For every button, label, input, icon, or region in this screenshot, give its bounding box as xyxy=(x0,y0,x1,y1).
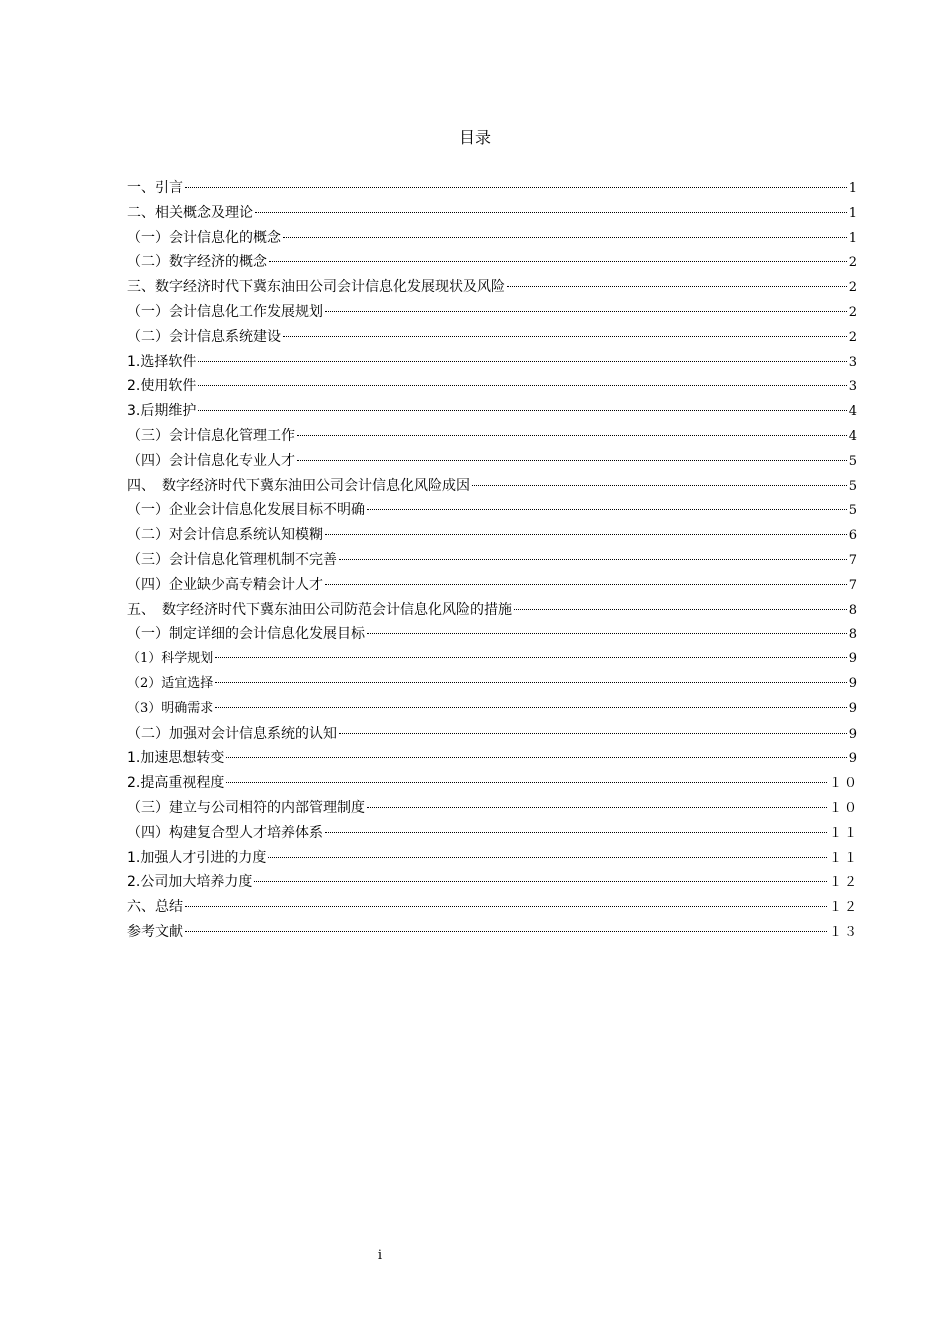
toc-entry-page: 3 xyxy=(848,354,859,370)
toc-entry[interactable] xyxy=(127,449,857,474)
toc-entry[interactable] xyxy=(127,548,857,573)
toc-entry-title: 2.提高重视程度 xyxy=(127,775,225,792)
toc-entry-page: 7 xyxy=(848,552,859,568)
toc-dot-leader xyxy=(215,682,846,683)
toc-entry-title: 3.后期维护 xyxy=(127,403,197,420)
toc-entry-title: （2）适宜选择 xyxy=(127,675,214,691)
toc-dot-leader xyxy=(254,881,827,882)
toc-entry-page: １１ xyxy=(828,850,859,866)
toc-dot-leader xyxy=(198,410,846,411)
toc-entry[interactable] xyxy=(127,672,857,697)
toc-entry-page: 8 xyxy=(848,602,859,618)
toc-entry-title: （1）科学规划 xyxy=(127,651,214,667)
toc-dot-leader xyxy=(226,757,846,758)
toc-entry-page: 5 xyxy=(848,478,859,494)
toc-entry[interactable] xyxy=(127,250,857,275)
toc-entry-title: 2.使用软件 xyxy=(127,378,197,395)
toc-dot-leader xyxy=(339,733,847,734)
toc-entry[interactable] xyxy=(127,523,857,548)
toc-entry-page: 5 xyxy=(848,453,859,469)
toc-entry-title: （一）会计信息化的概念 xyxy=(127,229,281,246)
toc-entry-page: 9 xyxy=(848,700,859,716)
toc-entry-page: 4 xyxy=(848,404,859,420)
toc-entry[interactable] xyxy=(127,920,857,945)
toc-dot-leader xyxy=(325,584,847,585)
toc-entry-title: （二）加强对会计信息系统的认知 xyxy=(127,725,337,742)
toc-entry-page: 2 xyxy=(848,329,859,345)
toc-entry-title: （二）数字经济的概念 xyxy=(127,254,267,271)
toc-entry-title: 三、数字经济时代下冀东油田公司会计信息化发展现状及风险 xyxy=(127,279,505,296)
toc-dot-leader xyxy=(367,509,847,510)
toc-entry[interactable] xyxy=(127,374,857,399)
table-of-contents xyxy=(127,176,857,945)
toc-entry-title: （三）建立与公司相符的内部管理制度 xyxy=(127,799,365,816)
toc-entry-title: 六、总结 xyxy=(127,899,183,916)
toc-dot-leader xyxy=(283,336,847,337)
toc-dot-leader xyxy=(507,286,847,287)
toc-entry[interactable] xyxy=(127,275,857,300)
toc-entry-page: 2 xyxy=(848,280,859,296)
toc-dot-leader xyxy=(325,832,827,833)
toc-dot-leader xyxy=(269,261,847,262)
toc-entry-title: （四）会计信息化专业人才 xyxy=(127,452,295,469)
toc-entry-title: （一）会计信息化工作发展规划 xyxy=(127,303,323,320)
toc-entry-title: 1.加强人才引进的力度 xyxy=(127,849,267,866)
toc-entry-page: 6 xyxy=(848,528,859,544)
toc-entry-page: 2 xyxy=(848,304,859,320)
toc-dot-leader xyxy=(198,361,846,362)
toc-entry[interactable] xyxy=(127,598,857,623)
toc-entry-title: （四）企业缺少高专精会计人才 xyxy=(127,576,323,593)
toc-entry-title: 二、相关概念及理论 xyxy=(127,204,253,221)
toc-entry[interactable] xyxy=(127,226,857,251)
toc-entry-title: 参考文献 xyxy=(127,923,183,940)
toc-entry-title: 2.公司加大培养力度 xyxy=(127,874,253,891)
toc-dot-leader xyxy=(185,931,827,932)
toc-entry-page: １０ xyxy=(828,776,859,792)
toc-entry[interactable] xyxy=(127,622,857,647)
toc-dot-leader xyxy=(215,707,846,708)
toc-entry[interactable] xyxy=(127,821,857,846)
toc-dot-leader xyxy=(226,782,827,783)
toc-entry-title: （四）构建复合型人才培养体系 xyxy=(127,824,323,841)
toc-entry-title: （三）会计信息化管理机制不完善 xyxy=(127,551,337,568)
toc-entry[interactable] xyxy=(127,350,857,375)
toc-dot-leader xyxy=(185,906,827,907)
toc-entry[interactable] xyxy=(127,300,857,325)
toc-dot-leader xyxy=(297,435,847,436)
toc-entry-title: （3）明确需求 xyxy=(127,700,214,716)
toc-entry-title: （一）制定详细的会计信息化发展目标 xyxy=(127,626,365,643)
toc-entry[interactable] xyxy=(127,870,857,895)
toc-title: 目录 xyxy=(458,128,491,147)
toc-entry-page: 9 xyxy=(848,675,859,691)
toc-entry[interactable] xyxy=(127,325,857,350)
toc-dot-leader xyxy=(514,609,847,610)
toc-entry-page: 1 xyxy=(848,181,859,196)
toc-entry[interactable] xyxy=(127,176,857,201)
toc-dot-leader xyxy=(255,212,847,213)
toc-entry[interactable] xyxy=(127,647,857,672)
toc-entry[interactable] xyxy=(127,424,857,449)
toc-entry-page: １２ xyxy=(828,875,859,891)
toc-entry[interactable] xyxy=(127,498,857,523)
toc-dot-leader xyxy=(198,385,846,386)
toc-entry[interactable] xyxy=(127,474,857,499)
toc-entry-page: １１ xyxy=(828,825,859,841)
toc-dot-leader xyxy=(268,857,827,858)
toc-entry-page: 9 xyxy=(848,751,859,767)
toc-entry[interactable] xyxy=(127,846,857,871)
toc-entry-page: 5 xyxy=(848,503,859,519)
toc-entry-page: 8 xyxy=(848,627,859,643)
toc-entry[interactable] xyxy=(127,697,857,722)
toc-entry-title: 1.加速思想转变 xyxy=(127,750,225,767)
toc-entry-page: 1 xyxy=(848,230,859,246)
toc-entry[interactable] xyxy=(127,201,857,226)
toc-entry-title: 五、 数字经济时代下冀东油田公司防范会计信息化风险的措施 xyxy=(127,601,512,618)
toc-dot-leader xyxy=(325,534,847,535)
toc-entry-page: 1 xyxy=(848,205,859,221)
toc-entry-page: １３ xyxy=(828,924,859,940)
toc-dot-leader xyxy=(185,187,847,188)
toc-dot-leader xyxy=(472,485,847,486)
toc-entry-page: 9 xyxy=(848,726,859,742)
footer-page-number: i xyxy=(377,1248,383,1263)
toc-entry-title: （三）会计信息化管理工作 xyxy=(127,427,295,444)
toc-entry-page: 4 xyxy=(848,428,859,444)
toc-entry[interactable] xyxy=(127,399,857,424)
toc-entry-page: 3 xyxy=(848,379,859,395)
toc-dot-leader xyxy=(339,559,847,560)
toc-dot-leader xyxy=(297,460,847,461)
toc-entry-title: 1.选择软件 xyxy=(127,353,197,370)
toc-entry-title: 四、 数字经济时代下冀东油田公司会计信息化风险成因 xyxy=(127,477,470,494)
toc-entry[interactable] xyxy=(127,573,857,598)
toc-entry[interactable] xyxy=(127,722,857,747)
toc-entry-title: （二）会计信息系统建设 xyxy=(127,328,281,345)
toc-entry-title: （一）企业会计信息化发展目标不明确 xyxy=(127,502,365,519)
toc-dot-leader xyxy=(367,633,847,634)
toc-entry-page: 2 xyxy=(848,255,859,271)
toc-entry[interactable] xyxy=(127,746,857,771)
toc-entry-page: 7 xyxy=(848,577,859,593)
toc-entry-page: 9 xyxy=(848,651,859,667)
toc-entry-title: （二）对会计信息系统认知模糊 xyxy=(127,527,323,544)
toc-dot-leader xyxy=(215,657,846,658)
toc-entry-title: 一、引言 xyxy=(127,180,183,196)
toc-entry-page: １０ xyxy=(828,800,859,816)
toc-dot-leader xyxy=(283,237,847,238)
toc-entry[interactable] xyxy=(127,771,857,796)
toc-entry[interactable] xyxy=(127,796,857,821)
toc-dot-leader xyxy=(367,807,827,808)
toc-entry[interactable] xyxy=(127,895,857,920)
toc-entry-page: １２ xyxy=(828,900,859,916)
toc-dot-leader xyxy=(325,311,847,312)
